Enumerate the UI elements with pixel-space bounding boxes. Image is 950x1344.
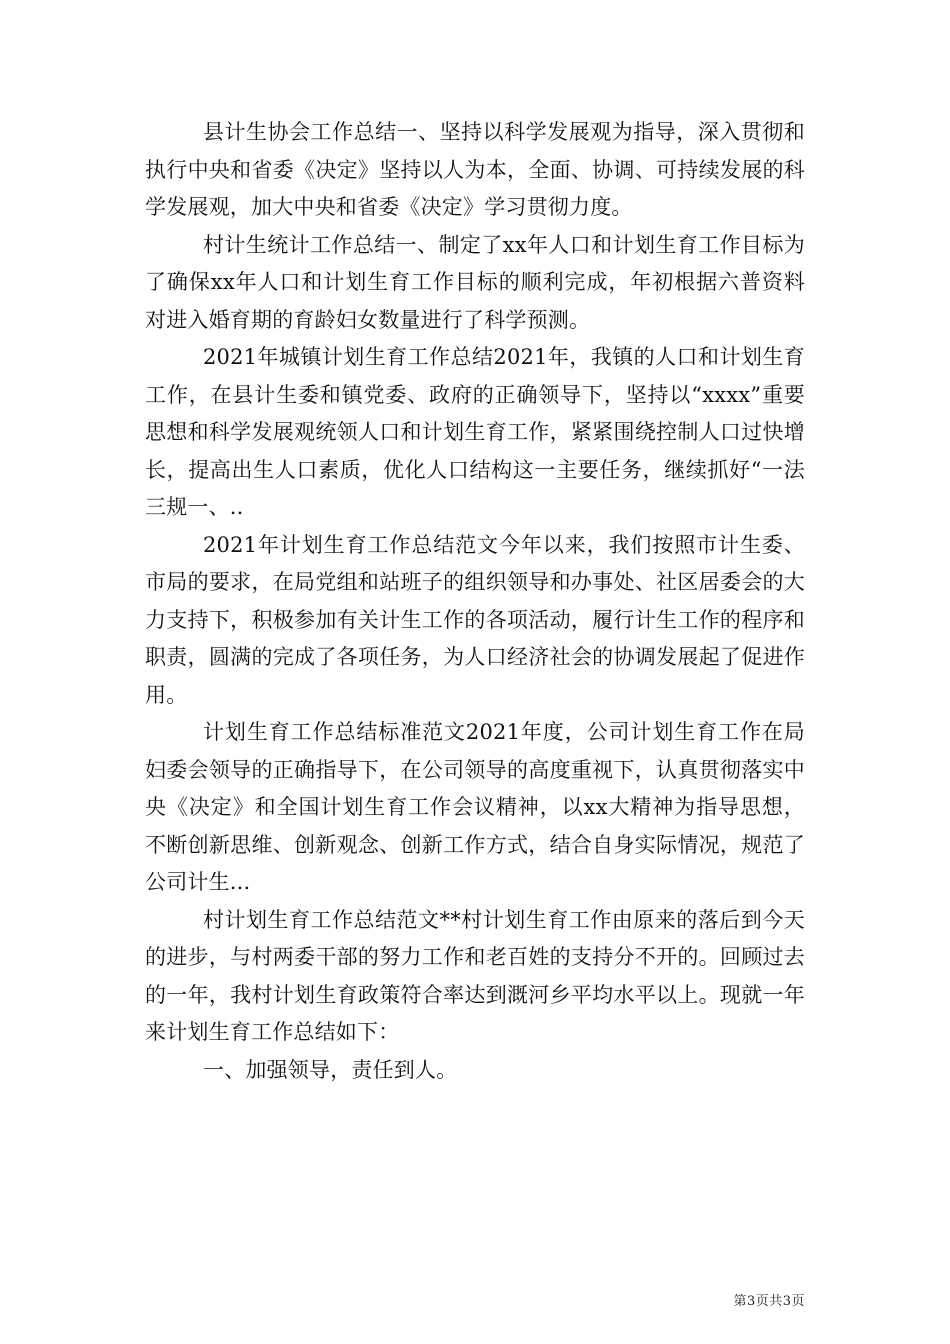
paragraph-4: 2021年计划生育工作总结范文今年以来，我们按照市计生委、市局的要求，在局党组和站班子的组织领导和办事处、社区居委会的大力支持下，积极参加有关计生工作的各项活动，履行计生工作的程序和职责，圆满的完成了各项任务，为人口经济社会的协调发展起了促进作用。: [145, 532, 805, 707]
paragraph-3: 2021年城镇计划生育工作总结2021年，我镇的人口和计划生育工作，在县计生委和镇党委、政府的正确领导下，坚持以“xxxx”重要思想和科学发展观统领人口和计划生育工作，紧紧围绕控制人口过快增长，提高出生人口素质，优化人口结构这一主要任务，继续抓好“一法三规一、..: [145, 345, 805, 519]
page-number-footer: 第3页共3页: [733, 1294, 805, 1309]
paragraph-6: 村计划生育工作总结范文**村计划生育工作由原来的落后到今天的进步，与村两委干部的努力工作和老百姓的支持分不开的。回顾过去的一年，我村计划生育政策符合率达到溉河乡平均水平以上。现就一年来计划生育工作总结如下：: [145, 907, 805, 1044]
paragraph-5: 计划生育工作总结标准范文2021年度，公司计划生育工作在局妇委会领导的正确指导下，在公司领导的高度重视下，认真贯彻落实中央《决定》和全国计划生育工作会议精神，以xx大精神为指导思想，不断创新思维、创新观念、创新工作方式，结合自身实际情况，规范了公司计生...: [145, 720, 805, 894]
paragraph-1: 县计生协会工作总结一、坚持以科学发展观为指导，深入贯彻和执行中央和省委《决定》坚持以人为本，全面、协调、可持续发展的科学发展观，加大中央和省委《决定》学习贯彻力度。: [145, 120, 805, 219]
paragraph-7: 一、加强领导，责任到人。: [203, 1057, 458, 1082]
paragraph-2: 村计生统计工作总结一、制定了xx年人口和计划生育工作目标为了确保xx年人口和计划生育工作目标的顺利完成，年初根据六普资料对进入婚育期的育龄妇女数量进行了科学预测。: [145, 232, 805, 332]
document-body: [145, 114, 805, 1089]
